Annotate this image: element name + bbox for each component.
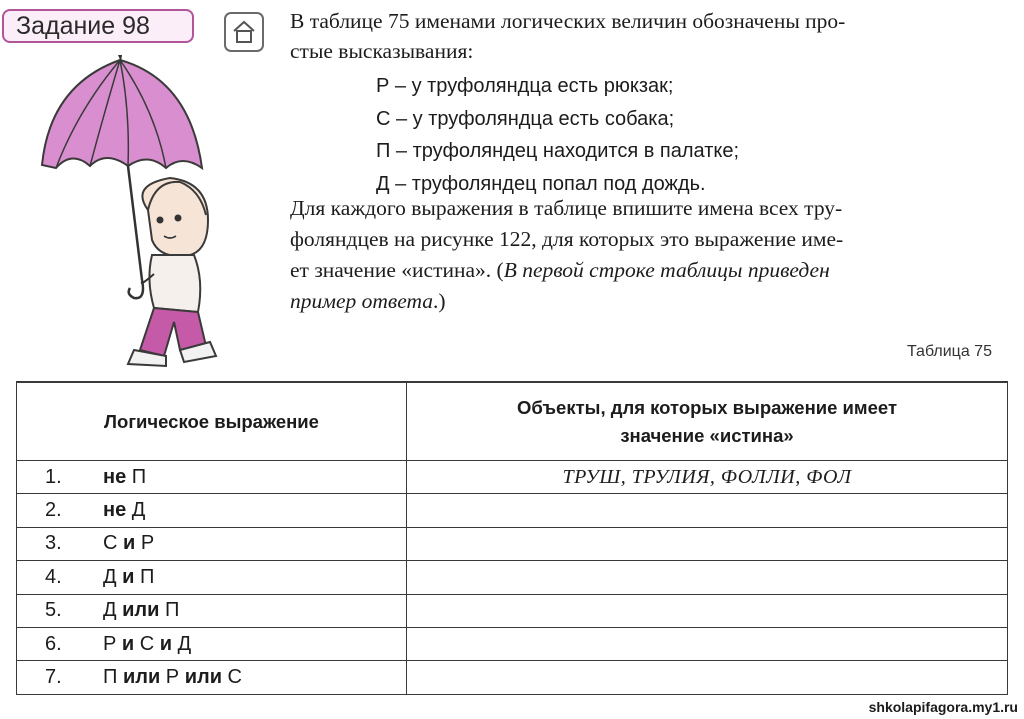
header-expression: Логическое выражение xyxy=(17,382,407,461)
row-number: 1. xyxy=(45,465,62,488)
logic-variable: Р xyxy=(103,632,122,655)
logic-variable: П xyxy=(134,565,155,588)
task-line-3-plain: ет значение «истина». ( xyxy=(290,258,504,282)
expression-cell xyxy=(17,494,407,527)
logic-operator: или xyxy=(122,599,160,622)
row-number: 6. xyxy=(45,632,62,655)
logic-operator: и xyxy=(121,632,135,655)
table-caption: Таблица 75 xyxy=(907,343,992,360)
row-number: 4. xyxy=(45,565,62,588)
task-line-4 xyxy=(290,286,1012,317)
header-objects-line-2: значение «истина» xyxy=(620,424,794,446)
answer-cell[interactable] xyxy=(407,661,1008,694)
answer-cell[interactable] xyxy=(407,527,1008,560)
logic-operator: и xyxy=(122,565,135,588)
logic-variable: Р xyxy=(135,532,155,555)
table-row xyxy=(17,461,1008,494)
task-line-4-tail: .) xyxy=(433,289,446,313)
intro-line-1: В таблице 75 именами логических величин обозначены про- xyxy=(290,9,846,33)
logic-variable: С xyxy=(134,632,160,655)
task-line-2: фоляндцев на рисунке 122, для которых это выражение име- xyxy=(290,227,844,251)
task-label: Задание 98 xyxy=(16,11,150,40)
answer-cell[interactable] xyxy=(407,561,1008,594)
logic-variable: Д xyxy=(126,499,146,522)
task-instructions xyxy=(290,193,1012,317)
logic-operator: или xyxy=(122,666,161,689)
answer-cell[interactable]: ТРУШ, ТРУЛИЯ, ФОЛЛИ, ФОЛ xyxy=(407,461,1008,494)
table-row xyxy=(17,627,1008,660)
logic-variable: С xyxy=(221,666,242,689)
task-line-3 xyxy=(290,255,1012,286)
intro-text xyxy=(290,6,1010,66)
task-line-4-italic: пример ответа xyxy=(290,289,434,313)
table-header-row xyxy=(17,382,1008,461)
table-row xyxy=(17,527,1008,560)
table-row xyxy=(17,661,1008,694)
watermark: shkolapifagora.my1.ru xyxy=(868,699,1018,715)
table-row xyxy=(17,494,1008,527)
logic-operator: или xyxy=(184,666,222,689)
header-objects xyxy=(407,382,1008,461)
row-number: 5. xyxy=(45,599,62,622)
task-badge xyxy=(2,9,194,43)
statement-p: П – труфоляндец находится в палатке; xyxy=(376,140,740,162)
expression-cell xyxy=(17,627,407,660)
logic-variable: П xyxy=(126,465,147,488)
home-icon xyxy=(226,14,262,50)
statement-s: С – у труфоляндца есть собака; xyxy=(376,107,675,130)
logic-table xyxy=(16,381,1008,695)
header-objects-line-1: Объекты, для которых выражение имеет xyxy=(516,396,898,418)
task-line-3-italic: В первой строке таблицы приведен xyxy=(503,258,830,282)
logic-operator: не xyxy=(103,499,127,522)
task-line-1: Для каждого выражения в таблице впишите имена всех тру- xyxy=(290,196,843,220)
home-button[interactable] xyxy=(224,12,264,52)
logic-variable: Д xyxy=(172,632,192,655)
answer-cell[interactable] xyxy=(407,594,1008,627)
expression-cell xyxy=(17,561,407,594)
answer-cell[interactable] xyxy=(407,627,1008,660)
logic-variable: Д xyxy=(103,599,123,622)
logic-variable: Р xyxy=(160,666,185,689)
table-body xyxy=(17,461,1008,695)
table-row xyxy=(17,594,1008,627)
row-number: 7. xyxy=(45,666,62,689)
intro-line-2: стые высказывания: xyxy=(290,39,474,63)
expression-cell xyxy=(17,594,407,627)
statement-r: Р – у труфоляндца есть рюкзак; xyxy=(376,75,674,97)
row-number: 2. xyxy=(45,499,62,522)
expression-cell xyxy=(17,527,407,560)
statement-d: Д – труфоляндец попал под дождь. xyxy=(376,172,706,195)
logic-variable: С xyxy=(103,532,123,555)
statement-list xyxy=(376,70,739,200)
logic-operator: и xyxy=(159,632,173,655)
expression-cell xyxy=(17,461,407,494)
answer-cell[interactable] xyxy=(407,494,1008,527)
logic-operator: и xyxy=(123,532,136,555)
logic-variable: П xyxy=(103,666,123,689)
logic-variable: Д xyxy=(103,565,123,588)
table-row xyxy=(17,561,1008,594)
expression-cell xyxy=(17,661,407,694)
girl-with-umbrella-illustration xyxy=(30,50,230,380)
logic-operator: не xyxy=(103,465,127,488)
logic-variable: П xyxy=(159,599,180,622)
row-number: 3. xyxy=(45,532,62,555)
